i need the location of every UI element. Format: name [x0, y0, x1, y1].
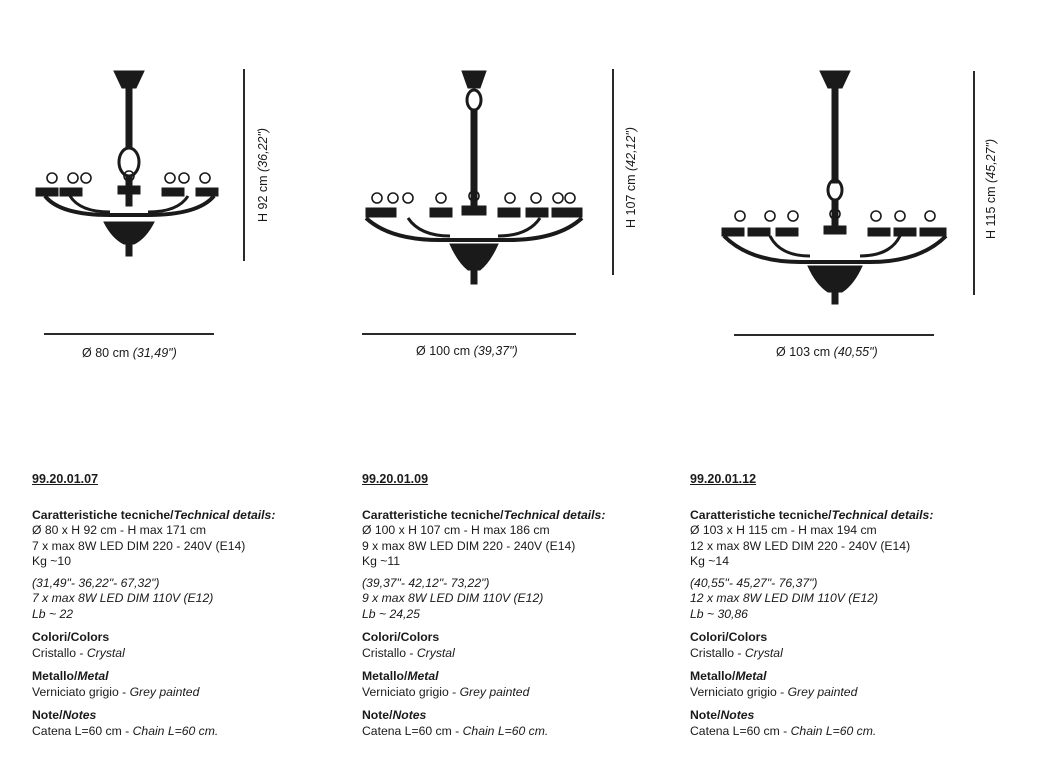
- colors-heading: Colori/Colors: [690, 630, 768, 644]
- us-line: 9 x max 8W LED DIM 110V (E12): [362, 591, 544, 605]
- us-line: Lb ~ 22: [32, 606, 74, 621]
- tech-line: Kg ~10: [32, 554, 71, 568]
- spec-sheet: [362, 472, 605, 739]
- tech-line: Kg ~14: [690, 554, 729, 568]
- tech-line: Kg ~11: [362, 554, 401, 568]
- diameter-dimension-line: [734, 334, 934, 336]
- metal-value: Verniciato grigio - Grey painted: [690, 684, 858, 699]
- metal-heading: Metallo/Metal: [32, 669, 109, 683]
- diameter-label: Ø 100 cm (39,37"): [416, 344, 518, 358]
- tech-line: Ø 80 x H 92 cm - H max 171 cm: [32, 523, 207, 537]
- tech-line: 9 x max 8W LED DIM 220 - 240V (E14): [362, 538, 576, 553]
- notes-heading: Note/Notes: [32, 708, 97, 722]
- product-card: [0, 0, 330, 784]
- colors-value: Cristallo - Crystal: [690, 645, 783, 660]
- diameter-dimension-line: [362, 333, 576, 335]
- metal-value: Verniciato grigio - Grey painted: [32, 684, 200, 699]
- us-line: (39,37"- 42,12"- 73,22"): [362, 575, 490, 590]
- chandelier-icon: [0, 0, 330, 320]
- chandelier-drawing: [0, 0, 330, 380]
- chandelier-icon: [330, 0, 660, 320]
- height-label: H 115 cm (45,27"): [984, 138, 998, 239]
- tech-line: Ø 103 x H 115 cm - H max 194 cm: [690, 523, 877, 537]
- metal-heading: Metallo/Metal: [362, 669, 439, 683]
- height-dimension-line: [243, 69, 245, 261]
- chandelier-icon: [660, 0, 990, 320]
- notes-value: Catena L=60 cm - Chain L=60 cm.: [32, 723, 219, 738]
- spec-sheet: [690, 472, 933, 739]
- diameter-label: Ø 103 cm (40,55"): [776, 345, 878, 359]
- tech-line: Ø 100 x H 107 cm - H max 186 cm: [362, 523, 550, 537]
- metal-heading: Metallo/Metal: [690, 669, 767, 683]
- colors-heading: Colori/Colors: [362, 630, 440, 644]
- spec-sheet: [32, 472, 275, 739]
- product-code: 99.20.01.07: [32, 472, 99, 486]
- height-label: H 107 cm (42,12"): [624, 126, 638, 228]
- product-code: 99.20.01.09: [362, 472, 429, 486]
- us-line: 7 x max 8W LED DIM 110V (E12): [32, 591, 214, 605]
- product-code: 99.20.01.12: [690, 472, 757, 486]
- tech-line: 12 x max 8W LED DIM 220 - 240V (E14): [690, 538, 911, 553]
- height-label: H 92 cm (36,22"): [256, 127, 270, 222]
- height-dimension-line: [973, 71, 975, 295]
- tech-heading: Caratteristiche tecniche/Technical details:: [32, 507, 276, 522]
- notes-value: Catena L=60 cm - Chain L=60 cm.: [690, 723, 877, 738]
- tech-heading: Caratteristiche tecniche/Technical details:: [362, 507, 606, 522]
- us-line: Lb ~ 24,25: [362, 606, 420, 621]
- metal-value: Verniciato grigio - Grey painted: [362, 684, 530, 699]
- us-line: (40,55"- 45,27"- 76,37"): [690, 575, 818, 590]
- colors-heading: Colori/Colors: [32, 630, 110, 644]
- us-line: (31,49"- 36,22"- 67,32"): [32, 575, 160, 590]
- height-dimension-line: [612, 69, 614, 275]
- us-line: Lb ~ 30,86: [690, 606, 748, 621]
- chandelier-drawing: [660, 0, 998, 380]
- diameter-dimension-line: [44, 333, 214, 335]
- notes-value: Catena L=60 cm - Chain L=60 cm.: [362, 723, 549, 738]
- product-card: [660, 0, 998, 784]
- us-line: 12 x max 8W LED DIM 110V (E12): [690, 591, 879, 605]
- notes-heading: Note/Notes: [690, 708, 755, 722]
- colors-value: Cristallo - Crystal: [32, 645, 125, 660]
- tech-heading: Caratteristiche tecniche/Technical details:: [690, 507, 934, 522]
- notes-heading: Note/Notes: [362, 708, 427, 722]
- diameter-label: Ø 80 cm (31,49"): [82, 346, 177, 360]
- tech-line: 7 x max 8W LED DIM 220 - 240V (E14): [32, 538, 246, 553]
- colors-value: Cristallo - Crystal: [362, 645, 455, 660]
- product-card: [330, 0, 660, 784]
- chandelier-drawing: [330, 0, 660, 380]
